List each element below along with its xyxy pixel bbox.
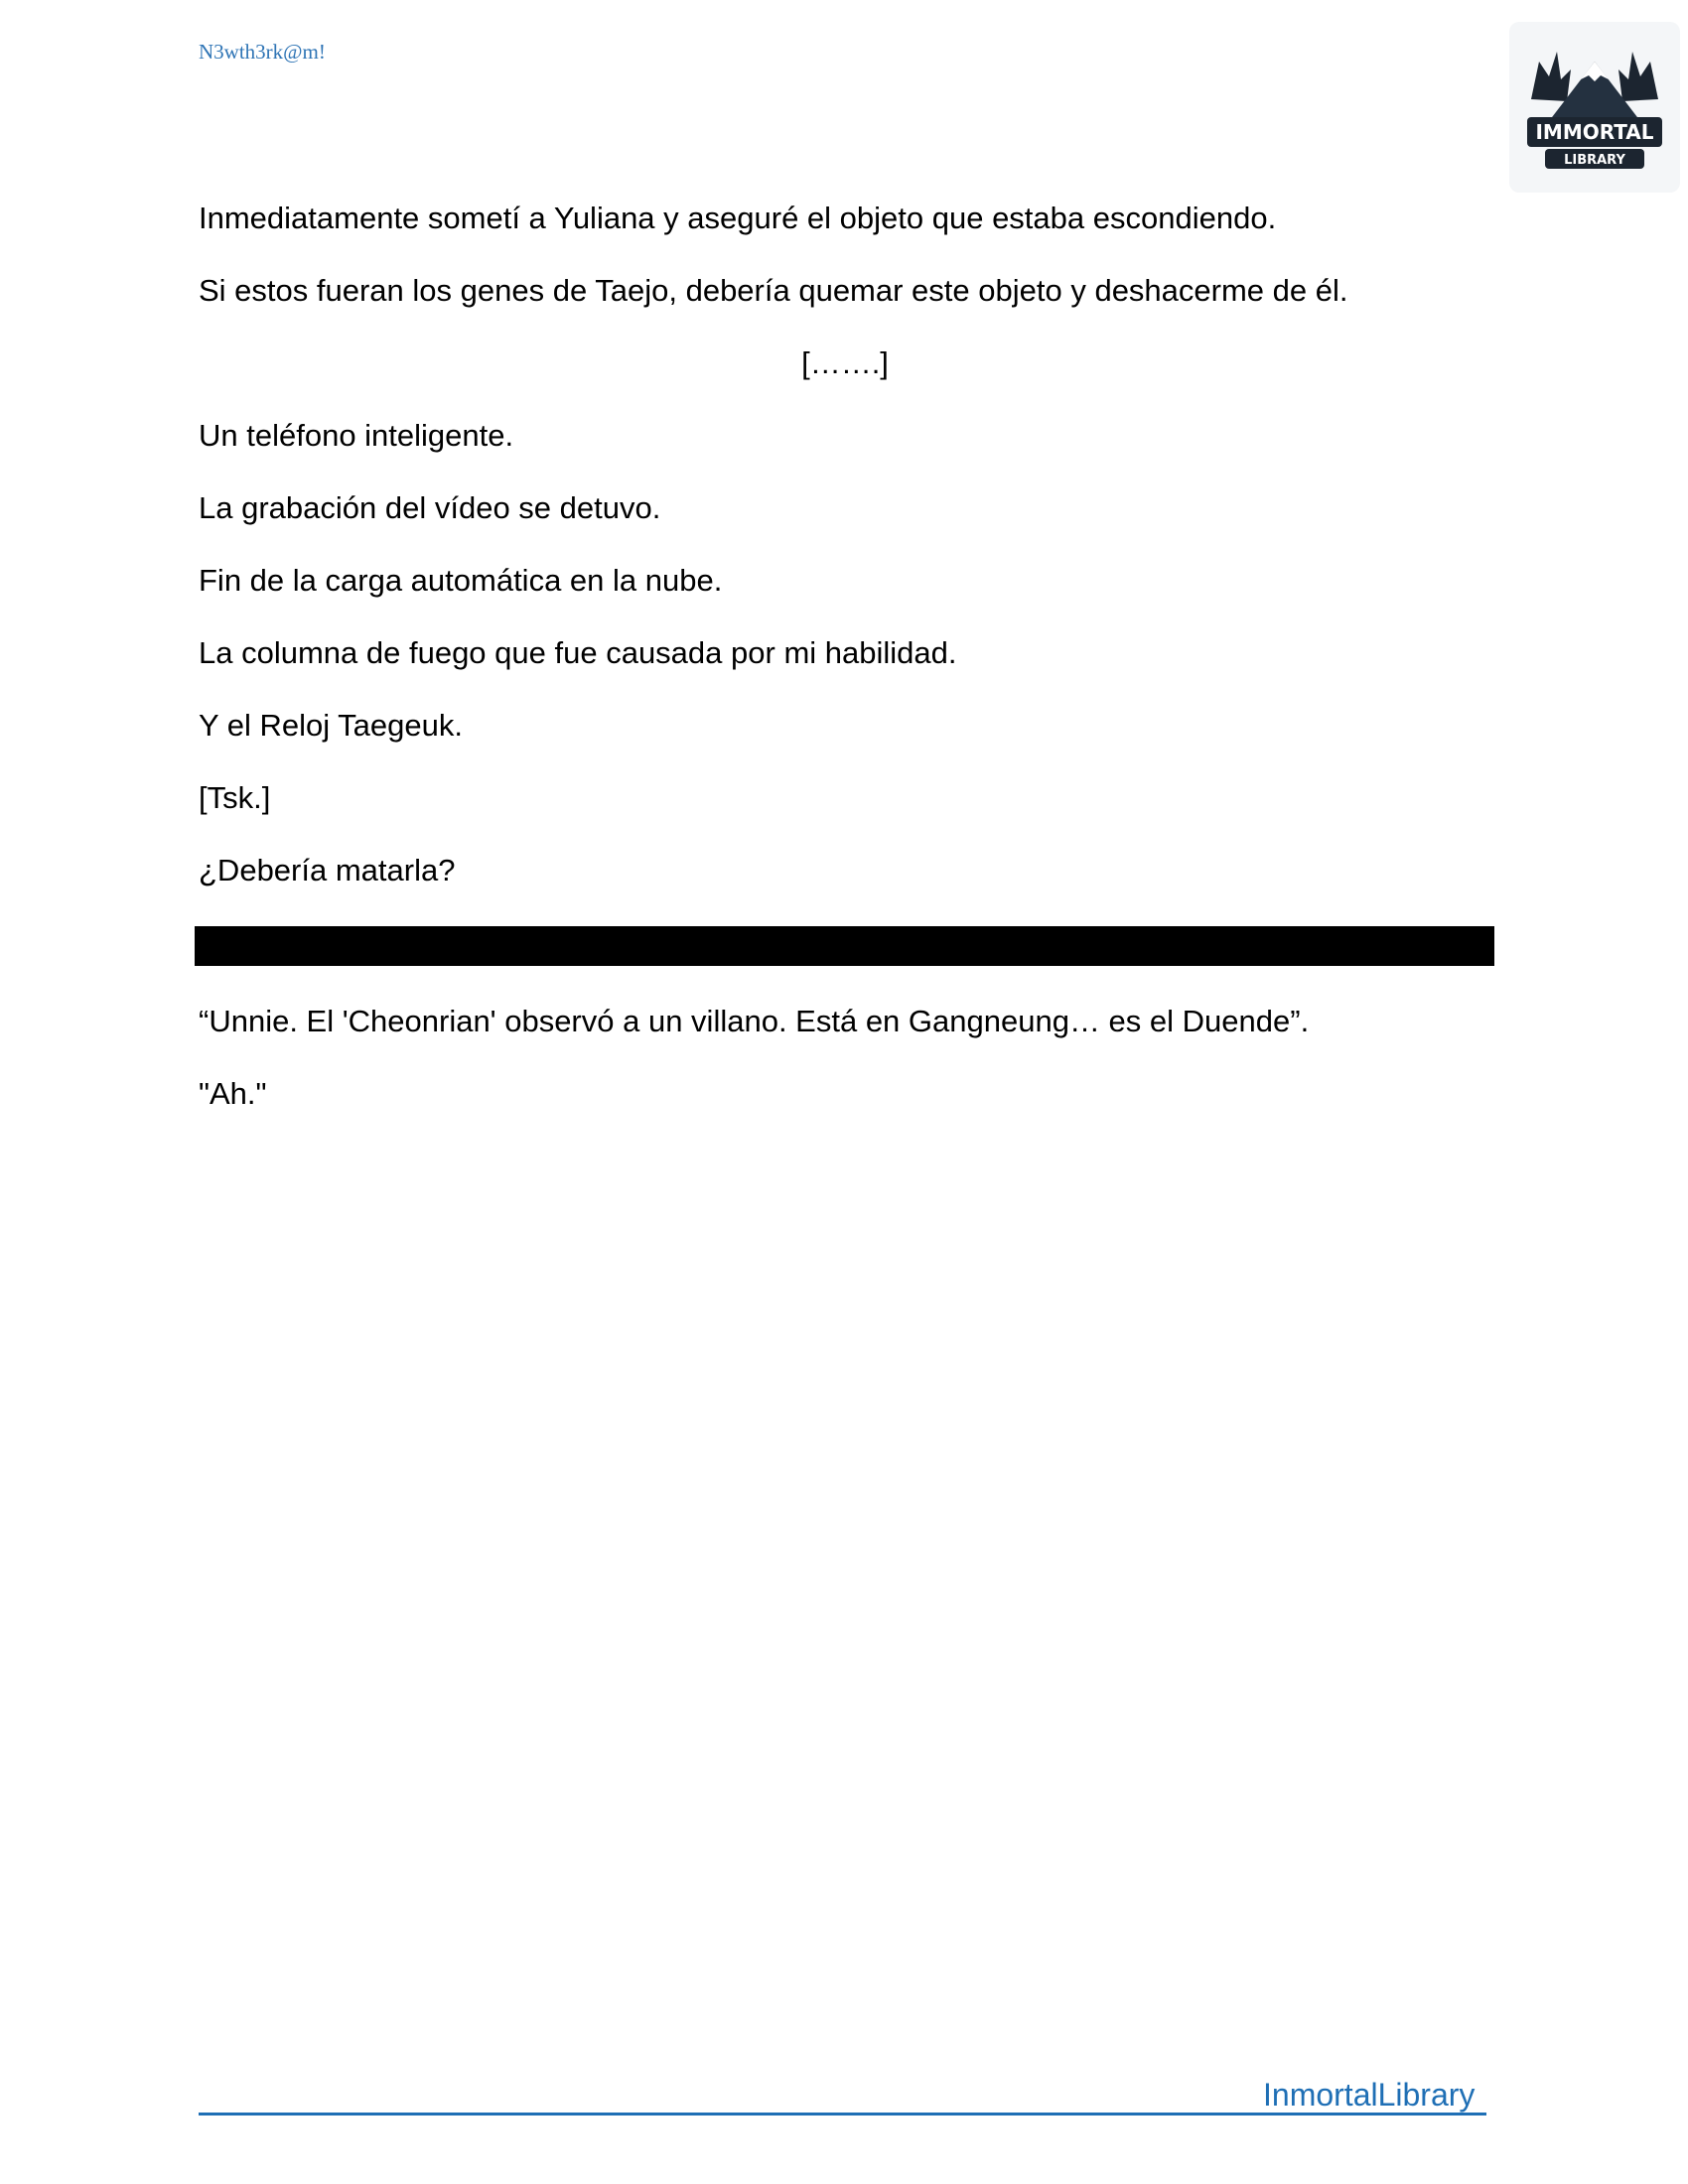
paragraph: Inmediatamente sometí a Yuliana y aseguré el objeto que estaba escondiendo. [199,201,1277,235]
logo-text-bottom: LIBRARY [1564,153,1625,168]
paragraph: “Unnie. El 'Cheonrian' observó a un villano. Está en Gangneung… es el Duende”. [199,1004,1310,1038]
scene-break: […….] [801,345,889,380]
footer-divider [199,2113,1486,2116]
immortal-library-logo [1509,22,1680,193]
paragraph: ¿Debería matarla? [199,853,456,887]
body-text-after [199,1000,1491,1145]
paragraph: La columna de fuego que fue causada por mi habilidad. [199,635,957,670]
redaction-bar [195,926,1494,966]
paragraph: Fin de la carga automática en la nube. [199,563,723,598]
body-text [199,197,1491,921]
paragraph: La grabación del vídeo se detuvo. [199,490,661,525]
paragraph: Si estos fueran los genes de Taejo, debería quemar este objeto y deshacerme de él. [199,273,1348,308]
logo-text-top: IMMORTAL [1535,120,1654,144]
footer-link[interactable]: InmortalLibrary [1263,2077,1476,2113]
paragraph: Y el Reloj Taegeuk. [199,708,463,743]
paragraph: Un teléfono inteligente. [199,418,514,453]
paragraph: [Tsk.] [199,780,271,815]
header-watermark: N3wth3rk@m! [199,40,326,64]
paragraph: "Ah." [199,1076,267,1111]
